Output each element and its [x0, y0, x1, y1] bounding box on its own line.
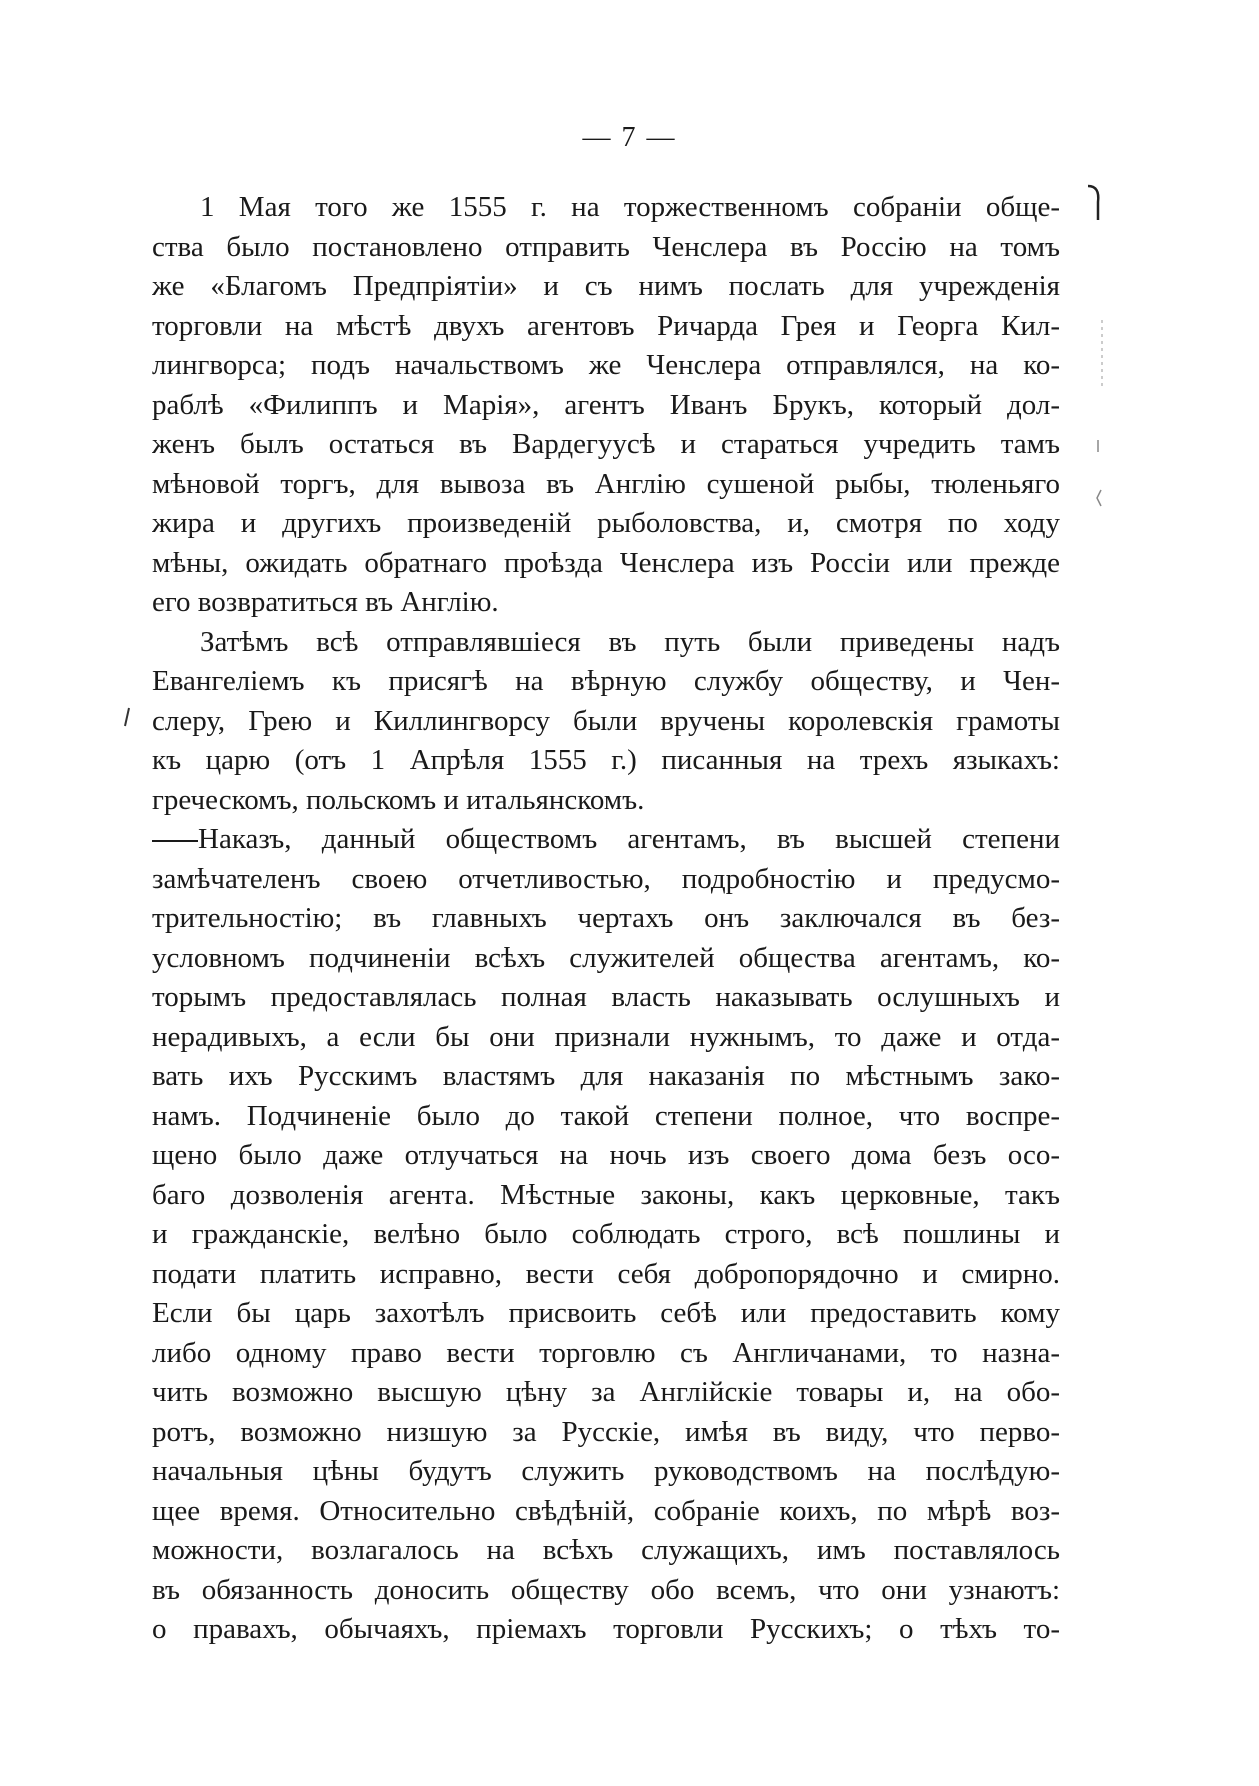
margin-pencil-mark [1094, 440, 1104, 510]
text-line: трительностію; въ главныхъ чертахъ онъ заключался въ без- [152, 902, 1060, 934]
text-line: либо одному право вести торговлю съ Англичанами, то назна- [152, 1336, 1060, 1369]
pen-stroke-mark [152, 840, 198, 842]
text-line: Если бы царь захотѣлъ присвоить себѣ или предоставить кому [152, 1297, 1060, 1329]
text-block [152, 188, 1060, 1650]
text-line: Затѣмъ всѣ отправлявшіеся въ путь были приведены надъ [200, 625, 1060, 658]
text-line: Наказъ, данный обществомъ агентамъ, въ высшей степени [198, 823, 1060, 855]
text-line: жира и другихъ произведеній рыболовства, и, смотря по ходу [152, 507, 1060, 539]
margin-bracket-mark [1084, 180, 1106, 226]
text-line: можности, возлагалось на всѣхъ служащихъ, имъ поставлялось [152, 1534, 1060, 1566]
text-line: въ обязанность доносить обществу обо всемъ, что они узнаютъ: [152, 1573, 1060, 1606]
text-line: щено было даже отлучаться на ночь изъ своего дома безъ осо- [152, 1139, 1060, 1171]
margin-tick-mark [122, 706, 132, 728]
text-line: замѣчателенъ своею отчетливостью, подробностію и предусмо- [152, 862, 1060, 895]
text-line-first [152, 820, 1060, 860]
text-line: же «Благомъ Предпріятіи» и съ нимъ послать для учрежденія [152, 270, 1060, 302]
text-line: 1 Мая того же 1555 г. на торжественномъ собраніи обще- [200, 191, 1060, 223]
paragraph-3 [152, 820, 1060, 1650]
text-line: раблѣ «Филиппъ и Марія», агентъ Иванъ Брукъ, который дол- [152, 388, 1060, 421]
text-line: чить возможно высшую цѣну за Англійскіе товары и, на обо- [152, 1376, 1060, 1408]
text-line: нерадивыхъ, а если бы они признали нужнымъ, то даже и отда- [152, 1020, 1060, 1053]
paragraph-1 [152, 188, 1060, 623]
text-line: вать ихъ Русскимъ властямъ для наказанія по мѣстнымъ зако- [152, 1060, 1060, 1092]
margin-pencil-mark [1098, 320, 1106, 390]
text-line: баго дозволенія агента. Мѣстные законы, какъ церковные, такъ [152, 1178, 1060, 1211]
page-number: — 7 — [582, 122, 677, 153]
text-line: женъ былъ остаться въ Вардегуусѣ и стараться учредить тамъ [152, 428, 1060, 460]
text-line: щее время. Относительно свѣдѣній, собраніе коихъ, по мѣрѣ воз- [152, 1494, 1060, 1527]
text-line: греческомъ, польскомъ и итальянскомъ. [152, 783, 645, 816]
text-line: намъ. Подчиненіе было до такой степени полное, что воспре- [152, 1099, 1060, 1132]
text-line: лингворса; подъ начальствомъ же Ченслера отправлялся, на ко- [152, 349, 1060, 381]
text-line: къ царю (отъ 1 Апрѣля 1555 г.) писанныя на трехъ языкахъ: [152, 744, 1060, 776]
text-line: его возвратиться въ Англію. [152, 586, 499, 618]
text-line: условномъ подчиненіи всѣхъ служителей общества агентамъ, ко- [152, 941, 1060, 974]
text-line: ротъ, возможно низшую за Русскіе, имѣя въ виду, что перво- [152, 1415, 1060, 1448]
paragraph-2 [152, 623, 1060, 821]
text-line: торговли на мѣстѣ двухъ агентовъ Ричарда Грея и Георга Кил- [152, 309, 1060, 342]
text-line: о правахъ, обычаяхъ, пріемахъ торговли Русскихъ; о тѣхъ то- [152, 1613, 1060, 1645]
text-line: слеру, Грею и Киллингворсу были вручены королевскія грамоты [152, 704, 1060, 737]
text-line: начальныя цѣны будутъ служить руководствомъ на послѣдую- [152, 1455, 1060, 1487]
text-line: ства было постановлено отправить Ченслера въ Россію на томъ [152, 230, 1060, 263]
text-line: мѣны, ожидать обратнаго проѣзда Ченслера изъ Россіи или прежде [152, 546, 1060, 579]
text-line: подати платить исправно, вести себя добропорядочно и смирно. [152, 1257, 1060, 1290]
text-line: и гражданскіе, велѣно было соблюдать строго, всѣ пошлины и [152, 1218, 1060, 1250]
text-line: Евангеліемъ къ присягѣ на вѣрную службу обществу, и Чен- [152, 665, 1060, 697]
text-line: торымъ предоставлялась полная власть наказывать ослушныхъ и [152, 981, 1060, 1013]
text-line: мѣновой торгъ, для вывоза въ Англію сушеной рыбы, тюленьяго [152, 467, 1060, 500]
